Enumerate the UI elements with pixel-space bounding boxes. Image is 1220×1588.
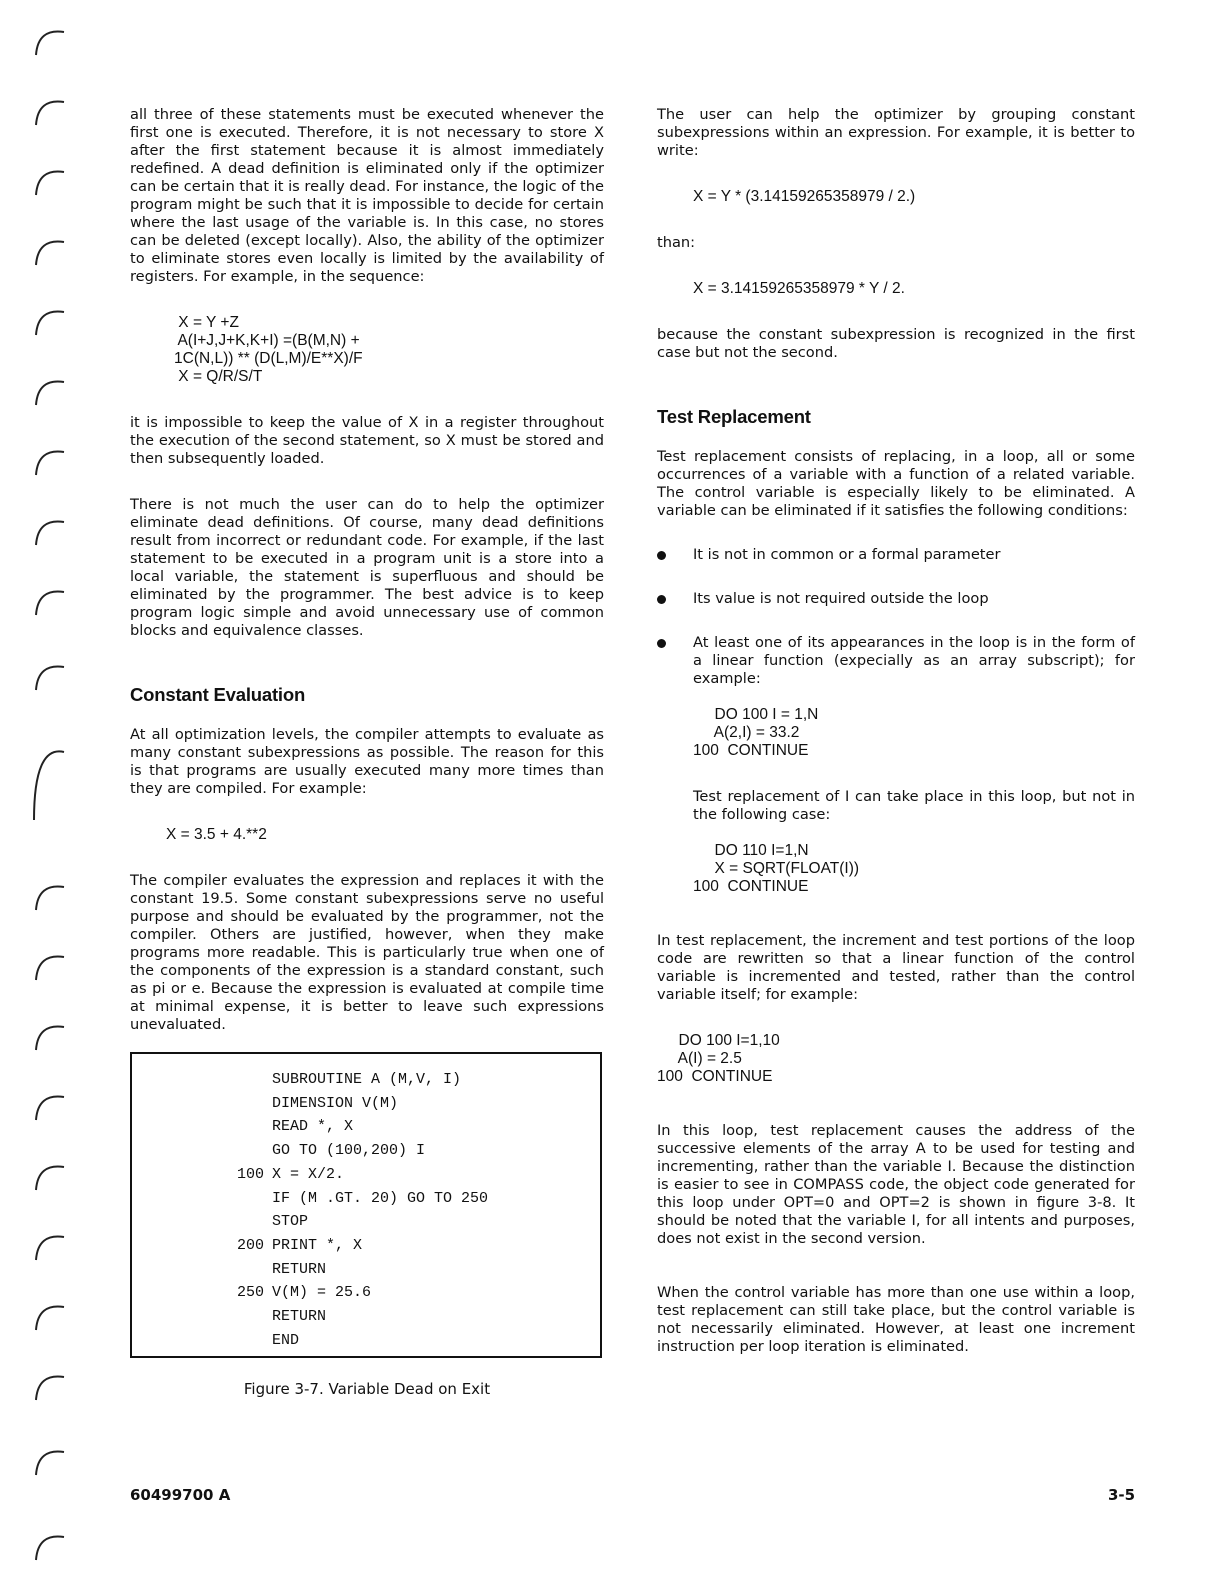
code-line: X = Y +Z <box>174 314 239 331</box>
code-loop-2 <box>657 842 1135 896</box>
page-number: 3-5 <box>1108 1486 1136 1504</box>
list-item: At least one of its appearances in the loop is in the form of a linear function (expecially as an array subscript); for example: <box>657 634 1135 688</box>
code-line: A(2,I) = 33.2 <box>693 724 800 741</box>
paragraph-register: it is impossible to keep the value of X in a register throughout the execution of the second statement, so X must be stored and then subsequently loaded. <box>130 414 604 467</box>
bullet-icon <box>657 595 666 604</box>
code-line: 100 CONTINUE <box>657 1068 773 1085</box>
code-line: DO 100 I=1,10 <box>657 1032 780 1049</box>
figure-line: END <box>272 1331 300 1349</box>
code-line: X = SQRT(FLOAT(I)) <box>693 860 860 877</box>
code-constant-example: X = 3.5 + 4.**2 <box>166 826 267 843</box>
figure-line: 100 X = X/2. <box>236 1165 345 1183</box>
heading-test-replacement: Test Replacement <box>657 406 811 427</box>
code-line: 100 CONTINUE <box>693 742 809 759</box>
code-line: A(I) = 2.5 <box>657 1050 742 1067</box>
figure-line: 200 PRINT *, X <box>236 1236 363 1254</box>
right-column <box>657 106 1135 1356</box>
code-line: X = Q/R/S/T <box>174 368 263 385</box>
figure-3-7-box <box>130 1052 602 1358</box>
document-number: 60499700 A <box>130 1486 231 1504</box>
code-line: DO 100 I = 1,N <box>693 706 819 723</box>
code-line: 100 CONTINUE <box>693 878 809 895</box>
paragraph-grouping: The user can help the optimizer by grouping constant subexpressions within an expression. For example, it is better to write: <box>657 106 1135 159</box>
bullet-icon <box>657 639 666 648</box>
code-loop-3 <box>657 1032 1135 1086</box>
paragraph-because: because the constant subexpression is recognized in the first case but not the second. <box>657 326 1135 361</box>
paragraph-increment-test: In test replacement, the increment and test portions of the loop code are rewritten so that a linear function of the control variable is incremented and tested, rather than the control variable itself; for example: <box>657 932 1135 1003</box>
paragraph-test-replacement-of-i: Test replacement of I can take place in this loop, but not in the following case: <box>693 788 1135 823</box>
figure-line: READ *, X <box>272 1118 354 1136</box>
code-worse-example: X = 3.14159265358979 * Y / 2. <box>693 280 905 297</box>
code-better-example: X = Y * (3.14159265358979 / 2.) <box>693 188 916 205</box>
figure-line: SUBROUTINE A (M,V, I) <box>272 1071 462 1088</box>
code-line: 1C(N,L)) ** (D(L,M)/E**X)/F <box>174 350 363 367</box>
paragraph-user-advice: There is not much the user can do to help the optimizer eliminate dead definitions. Of course, many dead definitions result from incorrect or redundant code. For example, if the last statement to be executed in a program unit is a store into a local variable, the statement is superfluous and should be eliminated by the programmer. The best advice is to keep program logic simple and avoid unnecessary use of common blocks and equivalence classes. <box>130 496 604 639</box>
conditions-list <box>657 546 1135 688</box>
left-column <box>130 106 604 1398</box>
list-item: It is not in common or a formal parameter <box>657 546 1135 564</box>
figure-line: STOP <box>272 1213 309 1231</box>
binder-hole-marks <box>28 0 78 1584</box>
code-line: A(I+J,J+K,K+I) =(B(M,N) + <box>174 332 360 349</box>
paragraph-constant-evaluation: At all optimization levels, the compiler attempts to evaluate as many constant subexpressions as possible. The reason for this is that programs are usually executed many more times than they are compiled. For example: <box>130 726 604 797</box>
figure-line: GO TO (100,200) I <box>272 1142 426 1160</box>
text-than: than: <box>657 234 696 251</box>
code-loop-1 <box>657 706 1135 760</box>
bullet-icon <box>657 551 666 560</box>
figure-line: DIMENSION V(M) <box>272 1094 399 1112</box>
paragraph-compiler-evaluates: The compiler evaluates the expression and replaces it with the constant 19.5. Some constant subexpressions serve no useful purpose and should be evaluated by the programmer, not the compiler. Others are justified, however, when they make programs more readable. This is particularly true when one of the components of the expression is a standard constant, such as pi or e. Because the expression is evaluated at compile time at minimal expense, it is better to leave such expressions unevaluated. <box>130 872 604 1033</box>
code-sequence <box>130 314 604 386</box>
figure-line: RETURN <box>272 1260 327 1278</box>
figure-line: IF (M .GT. 20) GO TO 250 <box>272 1189 489 1207</box>
figure-caption: Figure 3-7. Variable Dead on Exit <box>243 1380 491 1398</box>
paragraph-more-than-one-use: When the control variable has more than one use within a loop, test replacement can still take place, but the control variable is not necessarily eliminated. However, at least one increment instruction per loop iteration is eliminated. <box>657 1284 1135 1355</box>
binder-holes <box>28 0 78 1584</box>
figure-line: 250 V(M) = 25.6 <box>236 1284 372 1302</box>
code-line: DO 110 I=1,N <box>693 842 809 859</box>
paragraph-test-replacement: Test replacement consists of replacing, in a loop, all or some occurrences of a variable with a function of a related variable. The control variable is especially likely to be eliminated. A variable can be eliminated if it satisfies the following conditions: <box>657 448 1135 519</box>
figure-line: RETURN <box>272 1308 327 1326</box>
list-item: Its value is not required outside the loop <box>657 590 1135 608</box>
paragraph-in-this-loop: In this loop, test replacement causes the address of the successive elements of the array A to be used for testing and incrementing, rather than the variable I. Because the distinction is easier to see in COMPASS code, the object code generated for this loop under OPT=0 and OPT=2 is shown in figure 3-8. It should be noted that the variable I, for all intents and purposes, does not exist in the second version. <box>657 1122 1135 1247</box>
paragraph-dead-definition: all three of these statements must be executed whenever the first one is executed. Therefore, it is not necessary to store X after the first statement because it is almost immediately redefined. A dead definition is eliminated only if the optimizer can be certain that it is really dead. For instance, the logic of the program might be such that it is impossible to decide for certain where the last usage of the variable is. In this case, no stores can be deleted (except locally). Also, the ability of the optimizer to eliminate stores even locally is limited by the availability of registers. For example, in the sequence: <box>130 106 604 285</box>
heading-constant-evaluation: Constant Evaluation <box>130 684 306 705</box>
